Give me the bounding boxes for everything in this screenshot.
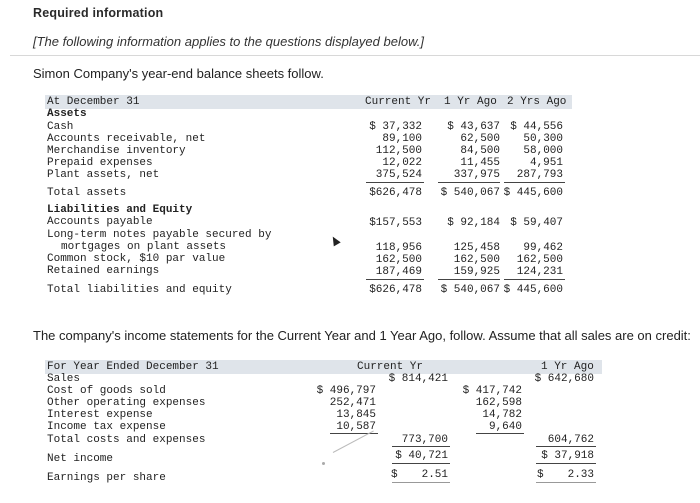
underline bbox=[392, 446, 450, 447]
underline bbox=[504, 279, 565, 280]
underline bbox=[438, 279, 500, 280]
cash-current: $ 37,332 bbox=[369, 121, 422, 133]
liabilities-heading: Liabilities and Equity bbox=[47, 204, 193, 216]
cogs-current: $ 496,797 bbox=[316, 385, 376, 397]
underline bbox=[438, 182, 500, 183]
notes-2yr: 99,462 bbox=[523, 242, 563, 254]
context-note: [The following information applies to the questions displayed below.] bbox=[33, 34, 424, 49]
payable-current: $157,553 bbox=[369, 217, 422, 229]
eps-label: Earnings per share bbox=[47, 472, 166, 484]
payable-2yr: $ 59,407 bbox=[510, 217, 563, 229]
payable-1yr: $ 92,184 bbox=[447, 217, 500, 229]
required-information-title: Required information bbox=[33, 6, 164, 20]
receivables-1yr: 62,500 bbox=[460, 133, 500, 145]
divider bbox=[10, 55, 700, 56]
prepaid-label: Prepaid expenses bbox=[47, 157, 153, 169]
underline bbox=[366, 182, 424, 183]
eps-1yr-symbol: $ bbox=[537, 469, 544, 481]
is-date-label: For Year Ended December 31 bbox=[47, 361, 219, 373]
tax-1yr: 9,640 bbox=[488, 421, 522, 433]
opex-current: 252,471 bbox=[329, 397, 376, 409]
underline bbox=[536, 446, 596, 447]
bs-col-current: Current Yr bbox=[365, 96, 432, 108]
cash-label: Cash bbox=[47, 121, 74, 133]
tax-current: 10,587 bbox=[336, 421, 376, 433]
total-costs-1yr: 604,762 bbox=[547, 434, 594, 446]
receivables-2yr: 50,300 bbox=[523, 133, 563, 145]
stock-label: Common stock, $10 par value bbox=[47, 253, 226, 265]
balance-sheet-intro: Simon Company's year-end balance sheets follow. bbox=[33, 66, 324, 81]
interest-1yr: 14,782 bbox=[482, 409, 522, 421]
sales-label: Sales bbox=[47, 373, 81, 385]
sales-1yr: $ 642,680 bbox=[534, 373, 594, 385]
interest-current: 13,845 bbox=[336, 409, 376, 421]
total-le-2yr: $ 445,600 bbox=[503, 284, 563, 296]
retained-2yr: 124,231 bbox=[516, 266, 563, 278]
underline bbox=[536, 482, 596, 483]
underline bbox=[330, 433, 378, 434]
total-costs-label: Total costs and expenses bbox=[47, 434, 206, 446]
inventory-current: 112,500 bbox=[375, 145, 422, 157]
inventory-1yr: 84,500 bbox=[460, 145, 500, 157]
underline bbox=[536, 463, 596, 464]
inventory-label: Merchandise inventory bbox=[47, 145, 186, 157]
cogs-label: Cost of goods sold bbox=[47, 385, 166, 397]
eps-current: 2.51 bbox=[421, 469, 448, 481]
assets-heading: Assets bbox=[47, 108, 87, 120]
header-bar bbox=[0, 0, 700, 28]
plant-label: Plant assets, net bbox=[47, 169, 160, 181]
prepaid-current: 12,022 bbox=[382, 157, 422, 169]
cash-2yr: $ 44,556 bbox=[510, 121, 563, 133]
underline bbox=[504, 182, 565, 183]
opex-1yr: 162,598 bbox=[475, 397, 522, 409]
total-le-label: Total liabilities and equity bbox=[47, 284, 232, 296]
prepaid-2yr: 4,951 bbox=[529, 157, 563, 169]
stock-2yr: 162,500 bbox=[516, 254, 563, 266]
is-col-1yr: 1 Yr Ago bbox=[541, 361, 594, 373]
total-costs-current: 773,700 bbox=[401, 434, 448, 446]
inventory-2yr: 58,000 bbox=[523, 145, 563, 157]
retained-label: Retained earnings bbox=[47, 265, 160, 277]
eps-current-symbol: $ bbox=[391, 469, 398, 481]
retained-current: 187,469 bbox=[375, 266, 422, 278]
bs-col-1yr: 1 Yr Ago bbox=[444, 96, 497, 108]
net-income-1yr: $ 37,918 bbox=[541, 450, 594, 462]
plant-current: 375,524 bbox=[375, 169, 422, 181]
interest-label: Interest expense bbox=[47, 409, 153, 421]
is-col-current: Current Yr bbox=[357, 361, 424, 373]
plant-1yr: 337,975 bbox=[453, 169, 500, 181]
stock-1yr: 162,500 bbox=[453, 254, 500, 266]
plant-2yr: 287,793 bbox=[516, 169, 563, 181]
total-assets-current: $626,478 bbox=[369, 187, 422, 199]
net-income-label: Net income bbox=[47, 453, 114, 465]
underline bbox=[392, 463, 450, 464]
stray-mark bbox=[322, 462, 325, 465]
notes-label: mortgages on plant assets bbox=[61, 241, 227, 253]
notes-1yr: 125,458 bbox=[453, 242, 500, 254]
stock-current: 162,500 bbox=[375, 254, 422, 266]
notes-label-line1: Long-term notes payable secured by bbox=[47, 229, 272, 241]
prepaid-1yr: 11,455 bbox=[460, 157, 500, 169]
net-income-current: $ 40,721 bbox=[395, 450, 448, 462]
bs-col-2yr: 2 Yrs Ago bbox=[507, 96, 567, 108]
tax-label: Income tax expense bbox=[47, 421, 166, 433]
income-statement-intro: The company's income statements for the Current Year and 1 Year Ago, follow. Assume that all sales are on credit: bbox=[33, 328, 691, 343]
opex-label: Other operating expenses bbox=[47, 397, 206, 409]
mouse-pointer-icon bbox=[329, 235, 340, 247]
receivables-label: Accounts receivable, net bbox=[47, 133, 206, 145]
total-assets-2yr: $ 445,600 bbox=[503, 187, 563, 199]
cogs-1yr: $ 417,742 bbox=[462, 385, 522, 397]
bs-date-label: At December 31 bbox=[47, 96, 140, 108]
receivables-current: 89,100 bbox=[382, 133, 422, 145]
cash-1yr: $ 43,637 bbox=[447, 121, 500, 133]
total-assets-label: Total assets bbox=[47, 187, 127, 199]
underline bbox=[366, 279, 424, 280]
eps-1yr: 2.33 bbox=[567, 469, 594, 481]
notes-current: 118,956 bbox=[375, 242, 422, 254]
sales-current: $ 814,421 bbox=[388, 373, 448, 385]
total-le-current: $626,478 bbox=[369, 284, 422, 296]
underline bbox=[476, 433, 524, 434]
underline bbox=[392, 482, 450, 483]
retained-1yr: 159,925 bbox=[453, 266, 500, 278]
payable-label: Accounts payable bbox=[47, 216, 153, 228]
total-assets-1yr: $ 540,067 bbox=[440, 187, 500, 199]
total-le-1yr: $ 540,067 bbox=[440, 284, 500, 296]
